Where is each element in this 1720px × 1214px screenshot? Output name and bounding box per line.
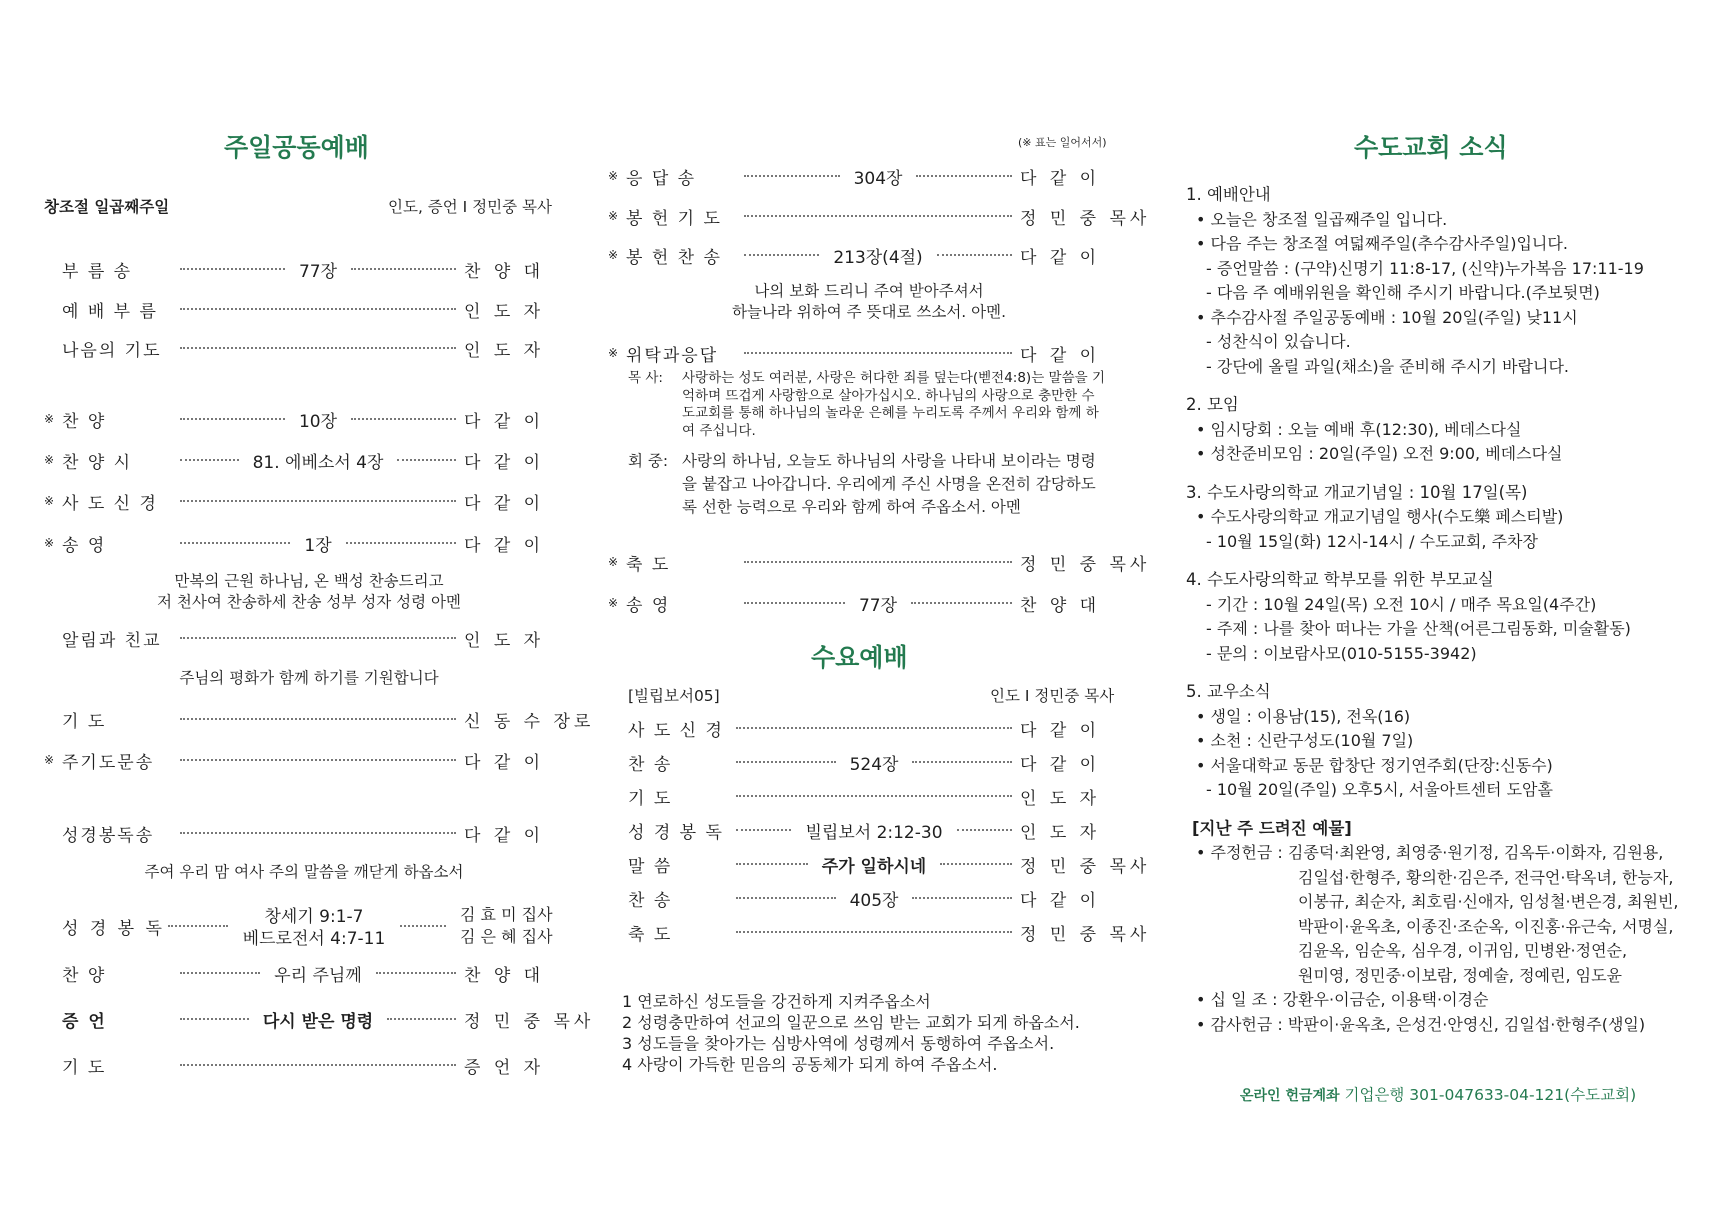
- leader-dots: [180, 759, 456, 761]
- news-section-2-heading: 2. 모임: [1186, 395, 1239, 414]
- row-person: 정 민 중 목사: [1020, 208, 1151, 229]
- row-label: 부 름 송: [62, 261, 133, 282]
- row-person: 다 같 이: [464, 411, 545, 432]
- row-label: 말 씀: [628, 856, 673, 877]
- leader-dots: [736, 931, 1012, 933]
- scripture-reading-row: [44, 902, 564, 948]
- row-person: 인 도 자: [464, 301, 545, 322]
- prayer-item: 4 사랑이 가득한 믿음의 공동체가 되게 하여 주옵소서.: [622, 1055, 998, 1074]
- offering-line: 박판이·윤옥초, 이종진·조순옥, 이진홍·유근숙, 서명실,: [1298, 916, 1674, 936]
- news-title: 수도교회 소식: [1354, 133, 1508, 162]
- leader-dots: [180, 308, 456, 310]
- row-label: 축 도: [628, 924, 673, 945]
- news-detail: - 10월 15일(화) 12시-14시 / 수도교회, 주차장: [1206, 531, 1538, 551]
- offering-line-2: 하늘나라 위하여 주 뜻대로 쓰소서. 아멘.: [731, 303, 1007, 321]
- leader-dots: [744, 215, 1012, 217]
- row-person: 다 같 이: [464, 452, 545, 473]
- row-detail: 524장: [849, 754, 899, 775]
- row-label: 사 도 신 경: [628, 720, 724, 741]
- scripture-reading-label: 성 경 봉 독: [62, 919, 165, 939]
- row-person: 다 같 이: [464, 493, 545, 514]
- pastor-response: [628, 370, 1106, 440]
- leader-dots: [346, 542, 456, 544]
- row-person: 인 도 자: [1020, 788, 1101, 809]
- row-label: 송 영: [62, 535, 107, 556]
- news-detail: - 문의 : 이보람사모(010-5155-3942): [1206, 643, 1477, 663]
- leader-dots: [180, 637, 456, 639]
- news-section-3-heading: 3. 수도사랑의학교 개교기념일 : 10월 17일(목): [1186, 482, 1528, 502]
- row-person: 증 언 자: [464, 1057, 545, 1078]
- row-detail: 304장: [853, 168, 903, 189]
- news-item: • 생일 : 이용남(15), 전옥(16): [1196, 706, 1411, 726]
- peace-text: 주님의 평화가 함께 하기를 기원합니다: [179, 669, 439, 687]
- news-item: • 다음 주는 창조절 여덟째주일(추수감사주일)입니다.: [1196, 234, 1568, 253]
- leader-dots: [911, 602, 1012, 604]
- row-person: 다 같 이: [1020, 345, 1101, 366]
- worship-row: [628, 747, 1120, 777]
- news-detail: - 주제 : 나를 찾아 떠나는 가을 산책(어른그림동화, 미술활동): [1206, 619, 1631, 638]
- row-person: 찬 양 대: [464, 965, 545, 986]
- row-person: 다 같 이: [1020, 168, 1101, 189]
- leader-dots: [744, 254, 819, 256]
- congregation-response: [628, 450, 1106, 519]
- row-label: 응 답 송: [626, 168, 697, 189]
- worship-row: [608, 338, 1120, 368]
- row-person: 인 도 자: [464, 630, 545, 651]
- leader-dots: [744, 352, 1012, 354]
- standing-note: (※ 표는 일어서서): [1018, 136, 1107, 149]
- worship-row: [44, 254, 564, 284]
- leader-dots: [912, 761, 1012, 763]
- leader-dots: [940, 863, 1012, 865]
- leader-dots: [180, 347, 456, 349]
- leader-dots: [916, 175, 1012, 177]
- row-label: 사 도 신 경: [62, 493, 158, 514]
- worship-row: [628, 781, 1120, 811]
- prayer-item: 2 성령충만하여 선교의 일꾼으로 쓰임 받는 교회가 되게 하옵소서.: [622, 1013, 1080, 1032]
- leader-dots: [912, 897, 1012, 899]
- leader-dots: [736, 897, 836, 899]
- leader-dots: [744, 602, 845, 604]
- worship-row: [628, 883, 1120, 913]
- worship-row: [628, 815, 1120, 845]
- news-section-5-heading: 5. 교우소식: [1186, 682, 1271, 701]
- leader-dots: [376, 972, 456, 974]
- row-detail: 81. 에베소서 4장: [252, 452, 384, 473]
- online-account-value: 기업은행 301-047633-04-121(수도교회): [1344, 1086, 1637, 1104]
- leader-dots: [180, 268, 285, 270]
- worship-row: [44, 958, 564, 988]
- row-label: 찬 양 시: [62, 452, 133, 473]
- worship-row: [608, 201, 1151, 231]
- news-detail: - 10월 20일(주일) 오후5시, 서울아트센터 도암홀: [1206, 780, 1553, 799]
- offering-line: 원미영, 정민중·이보람, 정예술, 정예린, 임도윤: [1298, 965, 1622, 985]
- row-detail: 213장(4절): [833, 247, 923, 268]
- row-person: 다 같 이: [464, 752, 545, 773]
- worship-row: [44, 745, 564, 775]
- scripture-reader-2: 김 은 혜 집사: [460, 927, 553, 946]
- scripture-passage-2: 베드로전서 4:7-11: [242, 929, 386, 949]
- scripture-passage-1: 창세기 9:1-7: [264, 907, 364, 927]
- week-name: 창조절 일곱째주일: [44, 198, 170, 216]
- prayer-list: [622, 991, 1080, 1075]
- news-detail: - 기간 : 10월 24일(목) 오전 10시 / 매주 목요일(4주간): [1206, 594, 1597, 614]
- row-person: 다 같 이: [1020, 247, 1101, 268]
- worship-row: [44, 818, 564, 848]
- row-person: 신 동 수 장로: [464, 711, 595, 732]
- standing-mark: ※: [608, 596, 619, 610]
- standing-mark: ※: [44, 536, 55, 550]
- pastor-text: 사랑하는 성도 여러분, 사랑은 허다한 죄를 덮는다(벧전4:8)는 말씀을 기억하며 뜨겁게 사랑함으로 살아가십시오. 하나님의 사랑으로 충만한 수도교회를 통해 하나님의 놀라운 은혜를 누리도록 주께서 우리와 함께 하여 주십니다.: [682, 370, 1105, 439]
- standing-mark: ※: [44, 753, 55, 767]
- scripture-dots: [168, 925, 228, 927]
- row-label: 기 도: [628, 788, 673, 809]
- worship-title: 주일공동예배: [224, 133, 369, 162]
- leader-dots: [736, 863, 808, 865]
- scripture-dots-2: [400, 925, 446, 927]
- row-person: 정 민 중 목사: [1020, 924, 1151, 945]
- wednesday-leader: 인도 I 정민중 목사: [990, 687, 1115, 705]
- row-detail: 1장: [304, 535, 332, 556]
- offering-line: • 십 일 조 : 강환우·이금순, 이용택·이경순: [1196, 990, 1489, 1009]
- worship-row: [44, 445, 564, 475]
- offering-line: • 감사헌금 : 박판이·윤옥초, 은성건·안영신, 김일섭·한형주(생일): [1196, 1014, 1646, 1034]
- row-person: 찬 양 대: [464, 261, 545, 282]
- row-detail: 다시 받은 명령: [262, 1011, 374, 1032]
- leader-dots: [397, 459, 456, 461]
- leader-dots: [180, 418, 285, 420]
- standing-mark: ※: [608, 346, 619, 360]
- row-person: 다 같 이: [1020, 754, 1101, 775]
- news-detail: - 증언말씀 : (구약)신명기 11:8-17, (신약)누가복음 17:11-19: [1206, 258, 1644, 278]
- prayer-item: 1 연로하신 성도들을 강건하게 지켜주옵소서: [622, 992, 931, 1011]
- news-item: • 수도사랑의학교 개교기념일 행사(수도樂 페스티발): [1196, 507, 1564, 526]
- news-item: • 오늘은 창조절 일곱째주일 입니다.: [1196, 209, 1448, 229]
- church-news: [1186, 183, 1686, 1037]
- row-label: 성 경 봉 독: [628, 822, 724, 843]
- row-person: 인 도 자: [464, 340, 545, 361]
- offering-line: • 주정헌금 : 김종덕·최완영, 최영중·원기정, 김옥두·이화자, 김원용,: [1196, 843, 1664, 862]
- row-person: 다 같 이: [464, 535, 545, 556]
- pastor-key: 목 사:: [628, 370, 663, 386]
- standing-mark: ※: [608, 169, 619, 183]
- congregation-text: 사랑의 하나님, 오늘도 하나님의 사랑을 나타내 보이라는 명령을 붙잡고 나아갑니다. 우리에게 주신 사명을 온전히 감당하도록 선한 능력으로 우리와 함께 하여 주옵소서. 아멘: [682, 452, 1096, 516]
- worship-row: [44, 704, 595, 734]
- news-item: • 서울대학교 동문 합창단 정기연주회(단장:신동수): [1196, 755, 1553, 775]
- leader-dots: [744, 561, 1012, 563]
- congregation-key: 회 중:: [628, 452, 669, 470]
- row-label: 찬 양: [62, 965, 107, 986]
- row-detail: 405장: [849, 890, 899, 911]
- offering-line: 김윤옥, 임순옥, 심우경, 이귀임, 민병완·정연순,: [1298, 941, 1628, 960]
- row-label: 예 배 부 름: [62, 301, 158, 322]
- row-person: 찬 양 대: [1020, 595, 1101, 616]
- leader-dots: [351, 418, 456, 420]
- row-label: 나음의 기도: [62, 340, 162, 361]
- standing-mark: ※: [44, 412, 55, 426]
- leader-dots: [736, 795, 1012, 797]
- doxology-text: [44, 571, 574, 613]
- offering-heading: [지난 주 드려진 예물]: [1192, 818, 1352, 838]
- row-label: 송 영: [626, 595, 671, 616]
- worship-row: [44, 333, 564, 363]
- worship-row: [608, 240, 1120, 270]
- leader-dots: [180, 972, 260, 974]
- row-label: 증 언: [62, 1011, 107, 1032]
- wednesday-book: [빌립보서05]: [628, 687, 720, 705]
- row-label: 찬 송: [628, 754, 673, 775]
- prayer-item: 3 성도들을 찾아가는 심방사역에 성령께서 동행하여 주옵소서.: [622, 1034, 1055, 1053]
- row-label: 기 도: [62, 711, 107, 732]
- worship-row: [44, 1004, 595, 1034]
- row-label: 성경봉독송: [62, 825, 155, 846]
- worship-row: [628, 917, 1151, 947]
- row-detail: 77장: [858, 595, 898, 616]
- row-detail: 주가 일하시네: [821, 856, 927, 877]
- row-person: 인 도 자: [1020, 822, 1101, 843]
- row-person: 다 같 이: [1020, 890, 1101, 911]
- row-person: 다 같 이: [1020, 720, 1101, 741]
- worship-row: [44, 623, 564, 653]
- leader-dots: [744, 175, 840, 177]
- row-detail: 우리 주님께: [274, 965, 362, 986]
- scripture-reader-1: 김 효 미 집사: [460, 905, 553, 924]
- leader-dots: [736, 829, 791, 831]
- reading-prayer-text: 주여 우리 맘 여사 주의 말씀을 깨닫게 하옵소서: [144, 863, 464, 881]
- news-detail: - 강단에 올릴 과일(채소)을 준비해 주시기 바랍니다.: [1206, 356, 1569, 376]
- row-label: 축 도: [626, 554, 671, 575]
- leader-dots: [180, 459, 239, 461]
- row-label: 위탁과응답: [626, 345, 719, 366]
- row-label: 찬 양: [62, 411, 107, 432]
- online-account: [1240, 1083, 1636, 1105]
- offering-line: 김일섭·한형주, 황의한·김은주, 전극언·탁옥녀, 한능자,: [1298, 867, 1674, 887]
- news-item: • 소천 : 신란구성도(10월 7일): [1196, 731, 1414, 750]
- news-detail: - 성찬식이 있습니다.: [1206, 332, 1351, 351]
- row-person: 정 민 중 목사: [464, 1011, 595, 1032]
- standing-mark: ※: [44, 494, 55, 508]
- leader-dots: [351, 268, 456, 270]
- news-section-1-heading: 1. 예배안내: [1186, 185, 1271, 204]
- leader-dots: [937, 254, 1012, 256]
- leader-dots: [957, 829, 1012, 831]
- standing-mark: ※: [608, 555, 619, 569]
- news-item: • 추수감사절 주일공동예배 : 10월 20일(주일) 낮11시: [1196, 307, 1578, 327]
- leader-dots: [180, 542, 290, 544]
- row-person: 정 민 중 목사: [1020, 856, 1151, 877]
- leader-dots: [180, 1018, 249, 1020]
- row-person: 다 같 이: [464, 825, 545, 846]
- worship-row: [608, 161, 1120, 191]
- worship-row: [628, 713, 1120, 743]
- standing-mark: ※: [608, 248, 619, 262]
- row-label: 봉 헌 기 도: [626, 208, 722, 229]
- news-item: • 성찬준비모임 : 20일(주일) 오전 9:00, 베데스다실: [1196, 444, 1563, 463]
- row-label: 알림과 친교: [62, 630, 162, 651]
- row-label: 찬 송: [628, 890, 673, 911]
- online-account-label: 온라인 헌금계좌: [1240, 1088, 1340, 1104]
- worship-row: [44, 404, 564, 434]
- worship-row: [44, 528, 564, 558]
- leader-dots: [180, 1064, 456, 1066]
- leader-info: 인도, 증언 I 정민중 목사: [388, 198, 552, 216]
- row-person: 정 민 중 목사: [1020, 554, 1151, 575]
- worship-row: [44, 294, 564, 324]
- leader-dots: [387, 1018, 456, 1020]
- leader-dots: [180, 832, 456, 834]
- news-detail: - 다음 주 예배위원을 확인해 주시기 바랍니다.(주보뒷면): [1206, 283, 1600, 302]
- offering-prayer-text: [604, 281, 1134, 323]
- worship-row: [608, 588, 1120, 618]
- row-label: 주기도문송: [62, 752, 155, 773]
- leader-dots: [736, 727, 1012, 729]
- row-detail: 77장: [298, 261, 338, 282]
- leader-dots: [736, 761, 836, 763]
- news-item: • 임시당회 : 오늘 예배 후(12:30), 베데스다실: [1196, 419, 1522, 439]
- standing-mark: ※: [608, 209, 619, 223]
- offering-line: 이봉규, 최순자, 최호림·신애자, 임성철·변은경, 최원빈,: [1298, 892, 1679, 911]
- leader-dots: [180, 500, 456, 502]
- standing-mark: ※: [44, 453, 55, 467]
- worship-row: [608, 547, 1151, 577]
- offering-line-1: 나의 보화 드리니 주여 받아주셔서: [754, 282, 984, 300]
- worship-row: [628, 849, 1151, 879]
- worship-row: [44, 1050, 564, 1080]
- row-detail: 빌립보서 2:12-30: [805, 822, 943, 843]
- doxology-line-2: 저 천사여 찬송하세 찬송 성부 성자 성령 아멘: [156, 593, 461, 611]
- news-section-4-heading: 4. 수도사랑의학교 학부모를 위한 부모교실: [1186, 570, 1494, 589]
- worship-row: [44, 486, 564, 516]
- row-label: 봉 헌 찬 송: [626, 247, 722, 268]
- wednesday-title: 수요예배: [811, 643, 908, 672]
- row-label: 기 도: [62, 1057, 107, 1078]
- row-detail: 10장: [298, 411, 338, 432]
- leader-dots: [180, 718, 456, 720]
- doxology-line-1: 만복의 근원 하나님, 온 백성 찬송드리고: [174, 572, 444, 590]
